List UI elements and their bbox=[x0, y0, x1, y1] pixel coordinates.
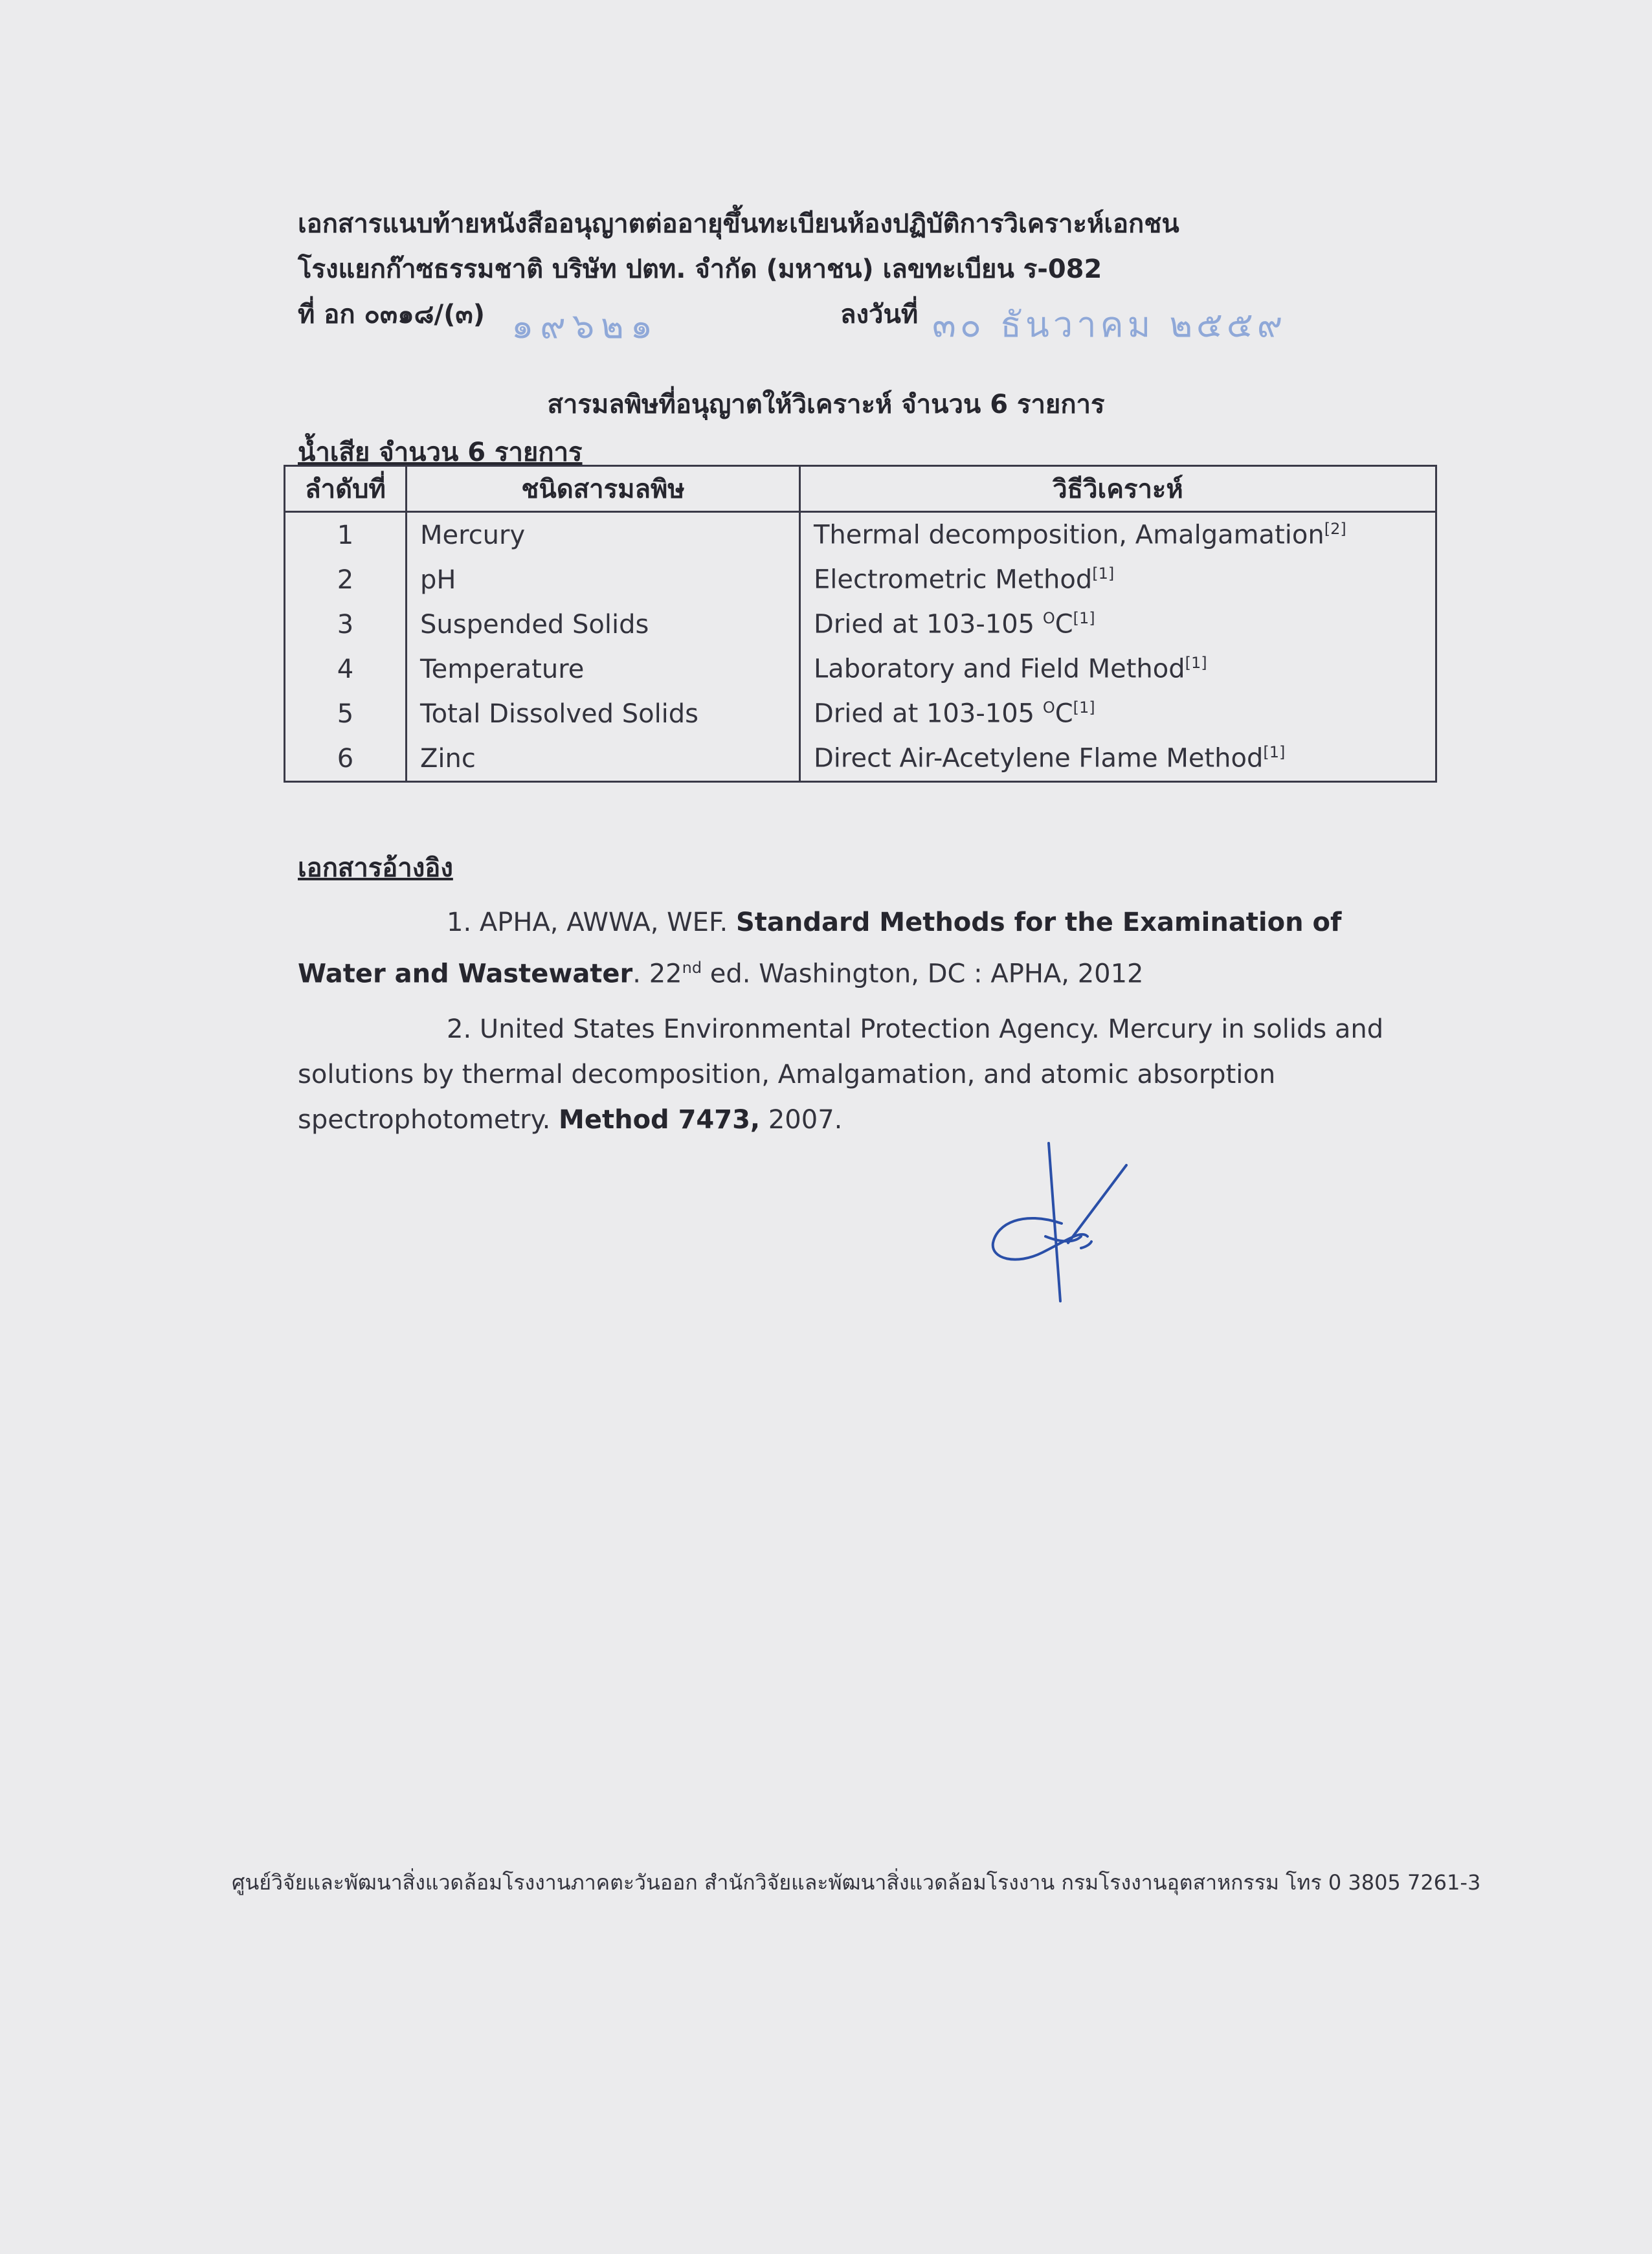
table-row bbox=[285, 557, 1436, 602]
ref2-method: Method 7473, bbox=[559, 1105, 761, 1135]
method-ref: [1] bbox=[1263, 743, 1286, 762]
row-pollutant: Zinc bbox=[407, 736, 800, 782]
row-no: 6 bbox=[285, 736, 407, 782]
row-method bbox=[800, 647, 1436, 691]
header-pollutant: ชนิดสารมลพิษ bbox=[407, 466, 800, 512]
reference-1 bbox=[298, 900, 1398, 996]
unit-celsius: C bbox=[1055, 698, 1073, 729]
row-method bbox=[800, 557, 1436, 602]
row-no: 1 bbox=[285, 512, 407, 558]
row-pollutant: Suspended Solids bbox=[407, 602, 800, 647]
reference-2 bbox=[298, 1007, 1398, 1143]
method-text: Direct Air-Acetylene Flame Method bbox=[814, 743, 1264, 774]
method-text: Dried at 103-105 bbox=[814, 609, 1043, 640]
method-ref: [2] bbox=[1324, 520, 1346, 539]
references-heading: เอกสารอ้างอิง bbox=[298, 853, 453, 883]
doc-number-stamp: ๑๙๖๒๑ bbox=[511, 306, 659, 346]
header-no: ลำดับที่ bbox=[285, 466, 407, 512]
section-title: สารมลพิษที่อนุญาตให้วิเคราะห์ จำนวน 6 รายการ bbox=[547, 390, 1105, 419]
header-line-1: เอกสารแนบท้ายหนังสืออนุญาตต่ออายุขึ้นทะเบียนห้องปฏิบัติการวิเคราะห์เอกชน bbox=[298, 209, 1179, 239]
row-method bbox=[800, 736, 1436, 782]
unit-degree: O bbox=[1042, 609, 1055, 628]
method-text: Thermal decomposition, Amalgamation bbox=[814, 520, 1324, 550]
ref1-title: Standard Methods for the Examination of Water and Wastewater bbox=[298, 908, 1342, 989]
row-no: 5 bbox=[285, 691, 407, 736]
row-method bbox=[800, 602, 1436, 647]
method-text: Laboratory and Field Method bbox=[814, 654, 1185, 684]
table-row bbox=[285, 691, 1436, 736]
method-ref: [1] bbox=[1092, 564, 1115, 583]
date-label: ลงวันที่ bbox=[840, 300, 919, 329]
ref1-prefix: 1. APHA, AWWA, WEF. bbox=[447, 908, 736, 937]
footer-text: ศูนย์วิจัยและพัฒนาสิ่งแวดล้อมโรงงานภาคตะวันออก สำนักวิจัยและพัฒนาสิ่งแวดล้อมโรงงาน กรมโรงงานอุตสาหกรรม โทร 0 3805 7261-3 bbox=[232, 1870, 1481, 1895]
unit-celsius: C bbox=[1055, 609, 1073, 640]
row-pollutant: Temperature bbox=[407, 647, 800, 691]
table-row bbox=[285, 512, 1436, 558]
row-no: 3 bbox=[285, 602, 407, 647]
row-pollutant: Mercury bbox=[407, 512, 800, 558]
table-row bbox=[285, 602, 1436, 647]
date-stamp: ๓๐ ธันวาคม ๒๕๕๙ bbox=[932, 304, 1287, 345]
method-ref: [1] bbox=[1073, 609, 1095, 628]
table-row bbox=[285, 647, 1436, 691]
method-text: Dried at 103-105 bbox=[814, 698, 1043, 729]
header-method: วิธีวิเคราะห์ bbox=[800, 466, 1436, 512]
row-no: 2 bbox=[285, 557, 407, 602]
method-ref: [1] bbox=[1185, 654, 1207, 673]
row-pollutant: Total Dissolved Solids bbox=[407, 691, 800, 736]
section-subtitle: น้ำเสีย จำนวน 6 รายการ bbox=[298, 438, 583, 467]
table-header-row bbox=[285, 466, 1436, 512]
table-row bbox=[285, 736, 1436, 782]
method-text: Electrometric Method bbox=[814, 564, 1093, 595]
ref1-edition-sup: nd bbox=[682, 959, 702, 977]
row-no: 4 bbox=[285, 647, 407, 691]
method-ref: [1] bbox=[1073, 698, 1095, 717]
ref2-year: 2007. bbox=[760, 1105, 843, 1135]
row-method bbox=[800, 691, 1436, 736]
ref1-rest: ed. Washington, DC : APHA, 2012 bbox=[702, 959, 1144, 989]
row-pollutant: pH bbox=[407, 557, 800, 602]
pollutant-table bbox=[284, 465, 1437, 783]
ref2-text: 2. United States Environmental Protection Agency. Mercury in solids and solutions by thermal decomposition, Amalgamation, and atomic absorption spectrophotometry. bbox=[298, 1014, 1384, 1135]
header-line-2: โรงแยกก๊าซธรรมชาติ บริษัท ปตท. จำกัด (มหาชน) เลขทะเบียน ร-082 bbox=[298, 254, 1102, 284]
signature-icon bbox=[984, 1139, 1139, 1308]
doc-number-label: ที่ อก ๐๓๑๘/(๓) bbox=[298, 300, 485, 329]
ref1-after-title: . 22 bbox=[632, 959, 682, 989]
unit-degree: O bbox=[1042, 698, 1055, 717]
row-method bbox=[800, 512, 1436, 558]
